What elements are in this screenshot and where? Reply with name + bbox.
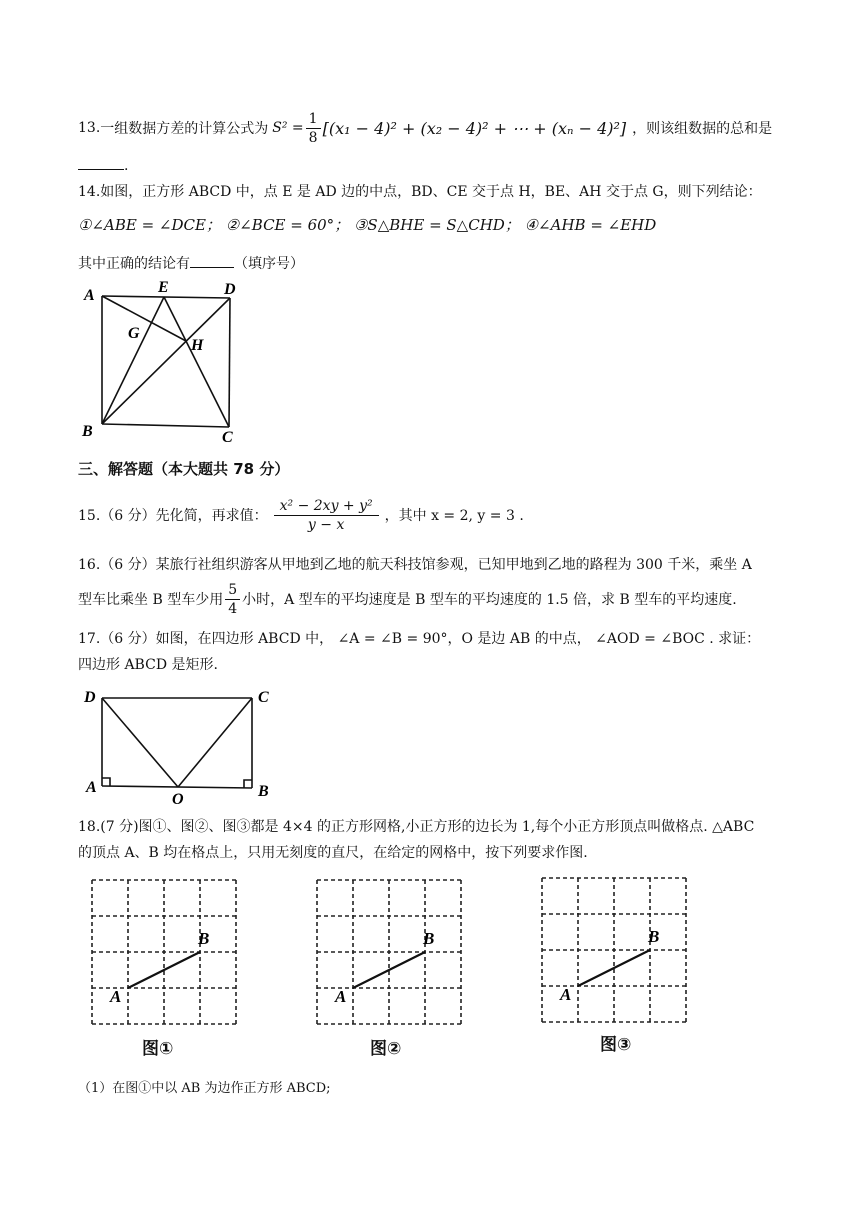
q14-conclusions: ①∠ABE = ∠DCE； ②∠BCE = 60°； ③S△BHE = S△CHD； ④∠AHB = ∠EHD — [78, 216, 657, 234]
q13-frac-num: 1 — [306, 110, 321, 129]
q13-number: 13. — [78, 120, 101, 136]
q13-formula-lhs: S² = — [272, 120, 304, 136]
q14-label-c: C — [222, 429, 233, 446]
q17-label-a: A — [86, 779, 97, 796]
q14-answer-blank[interactable] — [190, 255, 234, 268]
q13-fraction — [306, 110, 321, 147]
q13-suffix: ，则该组数据的总和是 — [632, 121, 773, 137]
q14-conclusion-4: ④∠AHB = ∠EHD — [524, 216, 657, 234]
q15-suffix: ，其中 x = 2, y = 3 . — [384, 508, 524, 524]
q18-g2-label-b: B — [423, 929, 435, 948]
q17-quadrilateral-figure — [78, 684, 278, 808]
q18-grid-3-caption: 图③ — [600, 1035, 632, 1055]
q13-answer-blank[interactable] — [78, 157, 124, 170]
q16-line2: 型车比乘坐 B 型车少用 $\frac{5}{4}$ 小时，A 型车的平均速度是 B 型车的平均速度的 1.5 倍，求 B 型车的平均速度. — [78, 581, 737, 617]
q15-line — [78, 493, 524, 537]
q13-prefix: 一组数据方差的计算公式为 — [100, 121, 269, 137]
q14-line1: 14.如图，正方形 ABCD 中，点 E 是 AD 边的中点，BD、CE 交于点 H，BE、AH 交于点 G，则下列结论： — [78, 184, 762, 200]
q15-prefix: 15.（6 分）先化简，再求值： — [78, 508, 268, 524]
q18-grid-2 — [311, 874, 491, 1030]
q17-label-o: O — [172, 791, 184, 808]
q13-line1 — [78, 108, 772, 148]
q15-fraction — [274, 497, 379, 534]
q17-line1: 17.（6 分）如图，在四边形 ABCD 中， ∠A = ∠B = 90°，O 是边 AB 的中点， ∠AOD = ∠BOC . 求证： — [78, 631, 761, 647]
q18-g3-label-a: A — [560, 985, 572, 1004]
q18-part-1: （1）在图①中以 AB 为边作正方形 ABCD; — [78, 1081, 331, 1096]
q14-label-h: H — [191, 337, 204, 354]
q14-conclusion-1: ①∠ABE = ∠DCE — [78, 216, 206, 234]
q13-frac-den: 8 — [308, 129, 318, 146]
q16-frac-num: 5 — [225, 581, 240, 600]
q14-label-e: E — [158, 279, 169, 296]
q18-grid-1 — [86, 874, 266, 1030]
q14-label-b: B — [82, 423, 93, 440]
q17-label-b: B — [258, 783, 269, 800]
q18-line1: 18.(7 分)图①、图②、图③都是 4×4 的正方形网格,小正方形的边长为 1,每个小正方形顶点叫做格点. △ABC — [78, 819, 755, 835]
q16-line1: 16.（6 分）某旅行社组织游客从甲地到乙地的航天科技馆参观，已知甲地到乙地的路程为 300 千米，乘坐 A — [78, 557, 752, 573]
q15-frac-den: y − x — [307, 516, 345, 533]
q14-label-d: D — [224, 281, 236, 298]
q16-frac-den: 4 — [228, 600, 238, 617]
q13-line2: . — [78, 157, 128, 174]
q14-square-figure — [78, 278, 248, 446]
q18-grid-1-caption: 图① — [142, 1039, 174, 1059]
q14-conclusion-3: ③S△BHE = S△CHD — [353, 216, 505, 234]
q17-label-c: C — [258, 689, 269, 706]
q17-label-d: D — [84, 689, 96, 706]
q14-label-g: G — [128, 325, 140, 342]
q14-line3: 其中正确的结论有 （填序号） — [78, 256, 304, 272]
q18-line2: 的顶点 A、B 均在格点上，只用无刻度的直尺，在给定的网格中，按下列要求作图. — [78, 845, 588, 861]
q18-g1-label-b: B — [198, 929, 210, 948]
q15-frac-num: x² − 2xy + y² — [274, 497, 379, 516]
q14-label-a: A — [84, 287, 95, 304]
q18-grid-2-caption: 图② — [370, 1039, 402, 1059]
q17-line2: 四边形 ABCD 是矩形. — [78, 657, 218, 673]
q18-g2-label-a: A — [335, 987, 347, 1006]
q18-g1-label-a: A — [110, 987, 122, 1006]
q18-g3-label-b: B — [648, 927, 660, 946]
q13-formula-body: [(x₁ − 4)² + (x₂ − 4)² + ⋯ + (xₙ − 4)²] — [322, 118, 627, 138]
q14-conclusion-2: ②∠BCE = 60° — [225, 216, 335, 234]
q16-fraction — [225, 581, 240, 618]
section-3-heading: 三、解答题（本大题共 78 分） — [78, 460, 290, 478]
q18-grid-3 — [536, 872, 716, 1028]
